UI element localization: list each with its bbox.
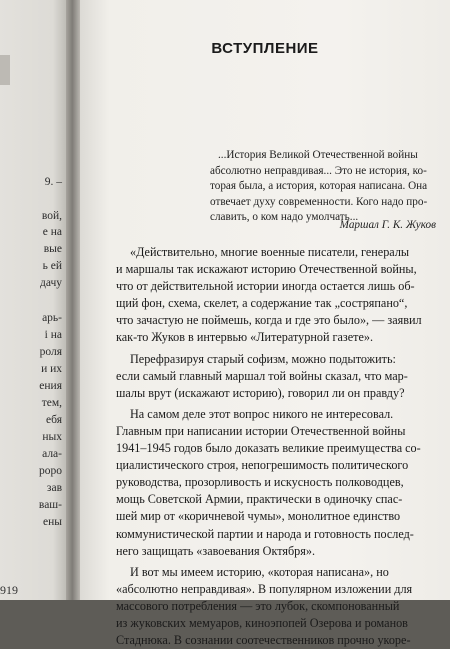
text-line: щий фон, схема, скелет, а содержание так „состряпано“, (116, 296, 408, 311)
epigraph (210, 148, 446, 226)
epigraph-line: абсолютно неправдивая... Это не история, ко- (210, 164, 427, 177)
text-line: как-то Жуков в интервью «Литературной газете». (116, 330, 374, 345)
text-line: из жуковских мемуаров, киноэпопей Озерова и романов (116, 615, 408, 630)
previous-page-fragment: ебя (46, 414, 62, 426)
text-line: Стаднюка. В сознании соотечественников прочно укоре- (116, 633, 411, 648)
previous-page-fragment: вой, (41, 210, 62, 222)
previous-page-fragment: ены (43, 516, 62, 528)
text-line: коммунистической партии и народа и готовность послед- (116, 526, 414, 541)
previous-page-fragment: 9. – (44, 176, 62, 188)
text-line: И вот мы имеем историю, «которая написана», но (130, 564, 389, 579)
chapter-heading: ВСТУПЛЕНИЕ (211, 40, 319, 57)
previous-page-fragment: зав (46, 482, 62, 494)
previous-page-fragment: ала- (42, 448, 62, 460)
page-shadow-mark (0, 55, 10, 85)
previous-page-fragment: роро (39, 465, 62, 477)
previous-page-fragment: ь ей (42, 260, 62, 272)
text-line: мощь Советской Армии, практически в одиночку спас- (116, 492, 403, 507)
text-line: «абсолютно неправдивая». В популярном изложении для (116, 581, 413, 596)
previous-page (0, 0, 66, 600)
text-line: Перефразируя старый софизм, можно подытожить: (130, 351, 396, 366)
text-line: шалы врут (искажают историю), говорил ли он правду? (116, 385, 405, 400)
previous-page-fragment: ения (39, 380, 62, 392)
previous-page-fragment: ваш- (38, 499, 62, 511)
text-line: 1941–1945 годов было доказать великие преимущества со- (116, 441, 421, 456)
epigraph-attribution: Маршал Г. К. Жуков (339, 219, 436, 231)
text-line: что зачастую не поймешь, когда и где это было», — заявил (116, 313, 422, 328)
text-line: шей мир от «коричневой чумы», монолитное единство (116, 509, 401, 524)
previous-page-fragment: роля (39, 346, 62, 358)
epigraph-line: отвечает духу современности. Кого надо про- (210, 195, 428, 208)
book-page (80, 0, 450, 648)
previous-page-fragment: і на (44, 329, 62, 341)
text-line: На самом деле этот вопрос никого не интересовал. (130, 406, 394, 421)
book-spine (66, 0, 80, 600)
previous-page-fragment: дачу (39, 277, 62, 289)
text-line: если самый главный маршал той войны сказал, что мар- (116, 368, 408, 383)
epigraph-line: ...История Великой Отечественной войны (218, 149, 418, 161)
text-line: Главным при написании истории Отечественной войны (116, 423, 406, 438)
previous-page-fragment: е на (42, 226, 62, 238)
previous-page-fragment: ных (42, 431, 62, 443)
previous-page-fragment: и их (41, 363, 62, 375)
text-line: массового потребления — это лубок, скомпонованный (116, 598, 400, 613)
text-line: циалистического строя, непогрешимость политического (116, 458, 409, 473)
previous-page-fragment: вые (43, 243, 62, 255)
text-line: руководства, прозорливость и искусность полководцев, (116, 475, 404, 490)
epigraph-line: торая была, а история, которая написана. Она (210, 180, 428, 193)
previous-page-fragment: арь- (42, 312, 62, 324)
body-text (116, 244, 446, 649)
previous-page-number: 919 (0, 583, 18, 597)
epigraph-line: славить, о ком надо умолчать... (210, 211, 359, 224)
text-line: что от действительной истории иногда остается лишь об- (116, 279, 415, 294)
text-line: и маршалы так искажают историю Отечественной войны, (116, 262, 417, 277)
text-line: «Действительно, многие военные писатели, генералы (130, 245, 410, 259)
previous-page-fragment: тем, (41, 397, 62, 409)
text-line: него защищать «завоевания Октября». (116, 543, 316, 558)
